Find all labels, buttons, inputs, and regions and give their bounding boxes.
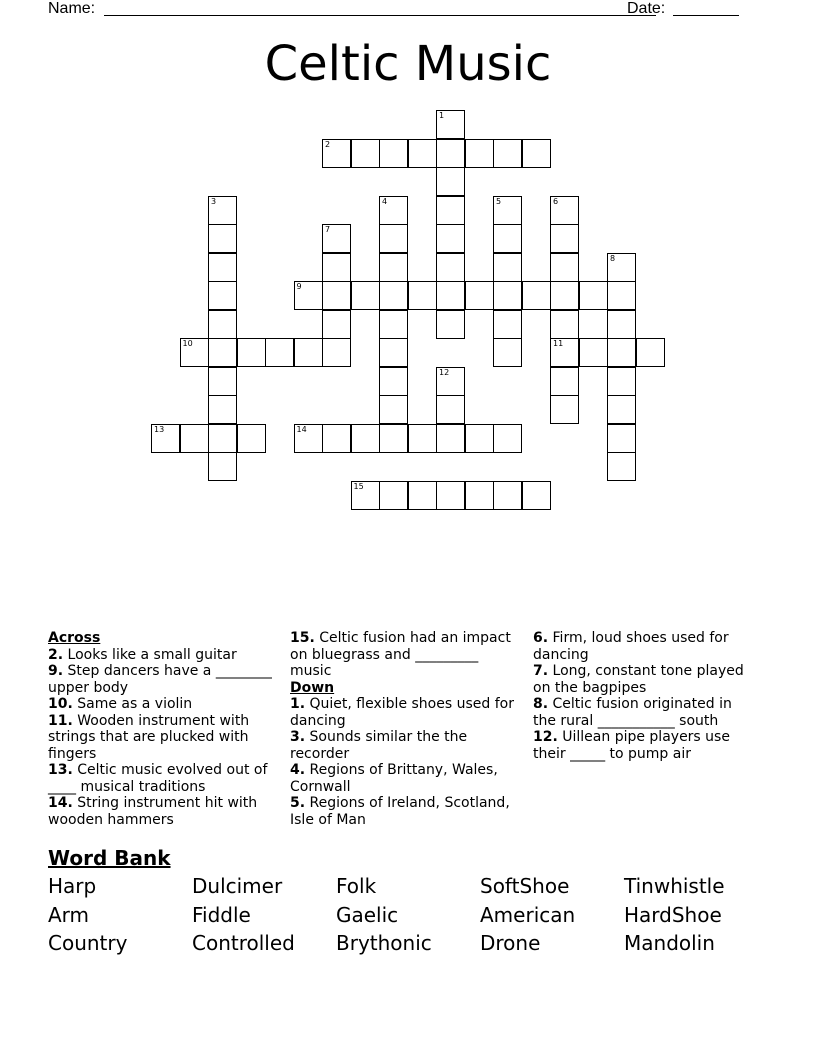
- down-clue: 8. Celtic fusion originated in the rural ___________ south: [533, 696, 732, 729]
- clue-number: 10: [182, 339, 193, 348]
- grid-cell[interactable]: [408, 481, 437, 510]
- grid-cell[interactable]: [379, 310, 408, 339]
- grid-cell[interactable]: [379, 395, 408, 424]
- grid-cell[interactable]: [493, 139, 522, 168]
- word-bank-item: Harp: [48, 874, 97, 898]
- clue-number: 15: [353, 481, 364, 491]
- grid-cell[interactable]: [522, 281, 551, 310]
- name-line[interactable]: [104, 15, 656, 16]
- grid-cell[interactable]: [550, 367, 579, 396]
- grid-cell[interactable]: [322, 424, 351, 453]
- grid-cell[interactable]: [436, 281, 465, 310]
- grid-cell[interactable]: [493, 481, 522, 510]
- grid-cell[interactable]: [436, 224, 465, 253]
- grid-cell[interactable]: [493, 253, 522, 282]
- grid-cell[interactable]: [493, 424, 522, 453]
- grid-cell[interactable]: [351, 139, 380, 168]
- clue-number: 11: [553, 339, 564, 348]
- grid-cell[interactable]: [379, 338, 408, 367]
- word-bank-item: Controlled: [192, 931, 295, 955]
- grid-cell[interactable]: [436, 310, 465, 339]
- across-clue: 14. String instrument hit with wooden hammers: [48, 795, 258, 828]
- grid-cell[interactable]: [322, 139, 351, 168]
- grid-cell[interactable]: [465, 281, 494, 310]
- across-clue: 9. Step dancers have a ________ upper body: [48, 663, 272, 696]
- grid-cell[interactable]: [379, 481, 408, 510]
- word-bank-item: Dulcimer: [192, 874, 283, 898]
- clue-number: 6: [553, 196, 559, 206]
- date-label: Date:: [627, 0, 666, 17]
- clue-number: 3: [211, 196, 217, 206]
- clues-column-3: [533, 630, 745, 762]
- grid-cell[interactable]: [408, 424, 437, 453]
- grid-cell[interactable]: [408, 139, 437, 168]
- clue-number: 5: [496, 196, 502, 206]
- grid-cell[interactable]: [208, 424, 237, 453]
- grid-cell[interactable]: [208, 395, 237, 424]
- grid-cell[interactable]: [436, 424, 465, 453]
- clue-number: 13: [154, 424, 165, 434]
- grid-cell[interactable]: [208, 253, 237, 282]
- grid-cell[interactable]: [550, 395, 579, 424]
- grid-cell[interactable]: [294, 338, 323, 367]
- grid-cell[interactable]: [436, 139, 465, 168]
- grid-cell[interactable]: [294, 281, 323, 310]
- word-bank-item: Drone: [480, 931, 541, 955]
- grid-cell[interactable]: [379, 281, 408, 310]
- word-bank-item: Gaelic: [336, 902, 399, 927]
- grid-cell[interactable]: [180, 338, 209, 367]
- grid-cell[interactable]: [265, 338, 294, 367]
- grid-cell[interactable]: [607, 310, 636, 339]
- grid-cell[interactable]: [237, 338, 266, 367]
- grid-cell[interactable]: [465, 139, 494, 168]
- down-clue: 4. Regions of Brittany, Wales, Cornwall: [290, 762, 498, 795]
- grid-cell[interactable]: [208, 224, 237, 253]
- grid-cell[interactable]: [607, 367, 636, 396]
- across-clue: 13. Celtic music evolved out of ____ musical traditions: [48, 762, 268, 795]
- grid-cell[interactable]: [579, 281, 608, 310]
- date-line[interactable]: [673, 15, 739, 16]
- grid-cell[interactable]: [379, 367, 408, 396]
- grid-cell[interactable]: [465, 424, 494, 453]
- grid-cell[interactable]: [493, 196, 522, 225]
- grid-cell[interactable]: [465, 481, 494, 510]
- grid-cell[interactable]: [322, 281, 351, 310]
- word-bank-item: Country: [48, 931, 128, 955]
- header: [48, 0, 740, 20]
- grid-cell[interactable]: [636, 338, 665, 367]
- grid-cell[interactable]: [550, 253, 579, 282]
- grid-cell[interactable]: [550, 281, 579, 310]
- grid-cell[interactable]: [351, 281, 380, 310]
- down-clue: 7. Long, constant tone played on the bagpipes: [533, 663, 744, 696]
- grid-cell[interactable]: [436, 367, 465, 396]
- page-title: Celtic Music: [264, 36, 552, 92]
- grid-cell[interactable]: [379, 196, 408, 225]
- word-bank-item: HardShoe: [624, 902, 722, 927]
- grid-cell[interactable]: [550, 224, 579, 253]
- clues-column-1: [48, 630, 272, 828]
- grid-cell[interactable]: [322, 253, 351, 282]
- grid-cell[interactable]: [379, 424, 408, 453]
- grid-cell[interactable]: [436, 196, 465, 225]
- down-clue: 6. Firm, loud shoes used for dancing: [533, 630, 729, 663]
- clue-number: 14: [296, 424, 307, 434]
- grid-cell[interactable]: [180, 424, 209, 453]
- grid-cell[interactable]: [208, 310, 237, 339]
- grid-cell[interactable]: [493, 281, 522, 310]
- grid-cell[interactable]: [379, 139, 408, 168]
- word-bank-item: SoftShoe: [480, 874, 570, 898]
- down-clue: 1. Quiet, flexible shoes used for dancing: [290, 696, 514, 729]
- grid-cell[interactable]: [436, 253, 465, 282]
- grid-cell[interactable]: [379, 224, 408, 253]
- grid-cell[interactable]: [436, 110, 465, 139]
- across-clue: 11. Wooden instrument with strings that are plucked with fingers: [48, 712, 250, 762]
- word-bank-item: American: [480, 902, 576, 927]
- clue-number: 12: [439, 367, 450, 377]
- grid-cell[interactable]: [322, 224, 351, 253]
- across-clue: 10. Same as a violin: [48, 696, 193, 712]
- word-bank-item: Brythonic: [336, 931, 432, 955]
- clue-number: 4: [382, 196, 388, 206]
- grid-cell[interactable]: [607, 281, 636, 310]
- clue-number: 2: [325, 139, 331, 149]
- grid-cell[interactable]: [522, 481, 551, 510]
- grid-cell[interactable]: [550, 196, 579, 225]
- grid-cell[interactable]: [322, 310, 351, 339]
- grid-cell[interactable]: [607, 338, 636, 367]
- grid-cell[interactable]: [579, 338, 608, 367]
- grid-cell[interactable]: [151, 424, 180, 453]
- name-label: Name:: [48, 0, 96, 17]
- grid-cell[interactable]: [493, 224, 522, 253]
- grid-cell[interactable]: [351, 424, 380, 453]
- grid-cell[interactable]: [436, 481, 465, 510]
- grid-cell[interactable]: [436, 167, 465, 196]
- grid-cell[interactable]: [607, 395, 636, 424]
- grid-cell[interactable]: [208, 196, 237, 225]
- grid-cell[interactable]: [294, 424, 323, 453]
- grid-cell[interactable]: [607, 253, 636, 282]
- grid-cell[interactable]: [493, 338, 522, 367]
- across-heading: Across: [48, 630, 101, 646]
- grid-cell[interactable]: [208, 281, 237, 310]
- word-bank-title: Word Bank: [48, 846, 171, 870]
- down-clue: 5. Regions of Ireland, Scotland, Isle of Man: [290, 795, 510, 828]
- down-clue: 12. Uillean pipe players use their _____ to pump air: [533, 729, 730, 762]
- grid-cell[interactable]: [493, 310, 522, 339]
- grid-cell[interactable]: [208, 367, 237, 396]
- grid-cell[interactable]: [550, 338, 579, 367]
- word-bank-item: Fiddle: [192, 902, 251, 927]
- grid-cell[interactable]: [237, 424, 266, 453]
- grid-cell[interactable]: [522, 139, 551, 168]
- grid-cell[interactable]: [408, 281, 437, 310]
- clue-number: 8: [610, 253, 616, 263]
- down-clue: 3. Sounds similar the the recorder: [290, 729, 468, 762]
- grid-cell[interactable]: [208, 452, 237, 481]
- grid-cell[interactable]: [607, 424, 636, 453]
- grid-cell[interactable]: [208, 338, 237, 367]
- word-bank-item: Arm: [48, 902, 90, 927]
- word-bank-item: Mandolin: [624, 931, 715, 955]
- grid-cell[interactable]: [351, 481, 380, 510]
- word-bank-item: Folk: [336, 874, 377, 898]
- grid-cell[interactable]: [379, 253, 408, 282]
- clue-number: 7: [325, 225, 331, 234]
- grid-cell[interactable]: [322, 338, 351, 367]
- across-clue: 2. Looks like a small guitar: [48, 646, 237, 663]
- grid-cell[interactable]: [436, 395, 465, 424]
- clue-number: 1: [439, 111, 445, 120]
- clue-number: 9: [296, 282, 302, 291]
- across-clue: 15. Celtic fusion had an impact on bluegrass and _________ music: [290, 630, 511, 679]
- clues-column-2: [290, 630, 514, 828]
- grid-cell[interactable]: [607, 452, 636, 481]
- word-bank-item: Tinwhistle: [624, 874, 725, 898]
- down-heading: Down: [290, 679, 335, 696]
- grid-cell[interactable]: [550, 310, 579, 339]
